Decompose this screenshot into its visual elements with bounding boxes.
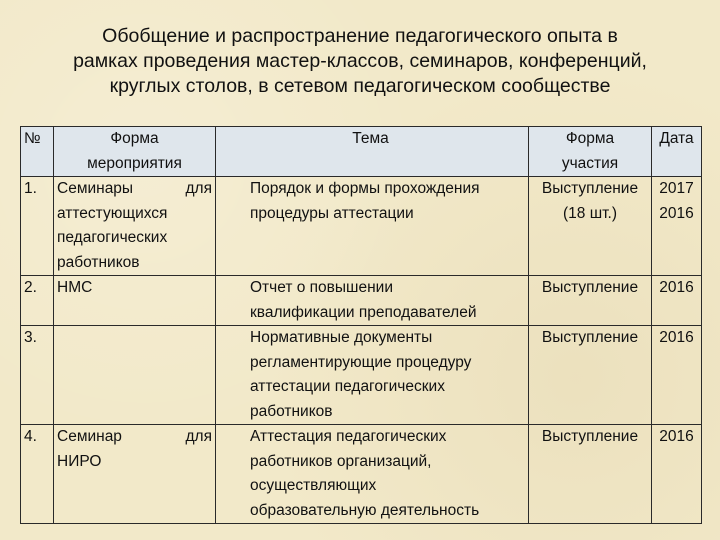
header-participation-line-2: участия <box>561 154 619 172</box>
topic-line: аттестации педагогических <box>250 378 445 395</box>
topic-line: работников <box>250 402 333 420</box>
title-line-1: Обобщение и распространение педагогического опыта в <box>102 25 618 47</box>
form-line: педагогических <box>57 229 168 246</box>
slide-title <box>0 24 720 99</box>
header-date: Дата <box>652 127 702 177</box>
row-topic <box>216 425 529 524</box>
row-topic <box>216 326 529 425</box>
row-date <box>652 177 702 276</box>
form-line: НМС <box>57 279 93 296</box>
topic-line: осуществляющих <box>250 477 377 494</box>
form-line: Семинар для <box>57 428 212 445</box>
header-participation-line-1: Форма <box>565 130 615 147</box>
row-topic <box>216 276 529 326</box>
header-form-line-2: мероприятия <box>87 154 182 172</box>
title-line-3: круглых столов, в сетевом педагогическом сообществе <box>109 75 611 97</box>
row-num: 3. <box>21 326 54 425</box>
header-topic: Тема <box>216 127 529 177</box>
header-num: № <box>21 127 54 177</box>
row-num: 4. <box>21 425 54 524</box>
row-participation <box>529 425 652 524</box>
row-participation <box>529 326 652 425</box>
participation-line: Выступление <box>541 329 639 346</box>
table-row <box>21 326 702 425</box>
table-row <box>21 177 702 276</box>
date-line: 2016 <box>659 279 694 296</box>
participation-line: Выступление <box>541 428 639 445</box>
row-form <box>54 425 216 524</box>
row-num: 2. <box>21 276 54 326</box>
topic-line: регламентирующие процедуру <box>250 353 472 371</box>
header-form-line-1: Форма <box>110 130 159 147</box>
topic-line: Аттестация педагогических <box>250 428 447 445</box>
topic-line: Порядок и формы прохождения <box>250 180 480 197</box>
row-date <box>652 276 702 326</box>
row-date <box>652 326 702 425</box>
date-line: 2016 <box>659 204 694 222</box>
date-line: 2016 <box>659 428 694 445</box>
topic-line: работников организаций, <box>250 452 432 470</box>
row-form <box>54 276 216 326</box>
participation-line: Выступление <box>541 180 639 197</box>
form-line: НИРО <box>57 452 102 470</box>
row-form <box>54 177 216 276</box>
experience-table <box>20 126 702 524</box>
row-topic <box>216 177 529 276</box>
form-line: аттестующихся <box>57 204 168 222</box>
table-row <box>21 425 702 524</box>
topic-line: квалификации преподавателей <box>250 303 477 321</box>
topic-line: Отчет о повышении <box>250 279 393 296</box>
row-participation <box>529 177 652 276</box>
date-line: 2016 <box>659 329 694 346</box>
header-form <box>54 127 216 177</box>
topic-line: Нормативные документы <box>250 329 433 346</box>
row-num: 1. <box>21 177 54 276</box>
form-line: Семинары для <box>57 180 212 197</box>
row-participation <box>529 276 652 326</box>
table-header-row <box>21 127 702 177</box>
participation-line: Выступление <box>541 279 639 296</box>
topic-line: процедуры аттестации <box>250 204 414 222</box>
row-form <box>54 326 216 425</box>
topic-line: образовательную деятельность <box>250 501 480 519</box>
form-line: работников <box>57 253 140 271</box>
title-line-2: рамках проведения мастер-классов, семинаров, конференций, <box>73 50 647 72</box>
date-line: 2017 <box>659 180 694 197</box>
header-participation <box>529 127 652 177</box>
participation-line: (18 шт.) <box>563 204 617 222</box>
table-row <box>21 276 702 326</box>
row-date <box>652 425 702 524</box>
